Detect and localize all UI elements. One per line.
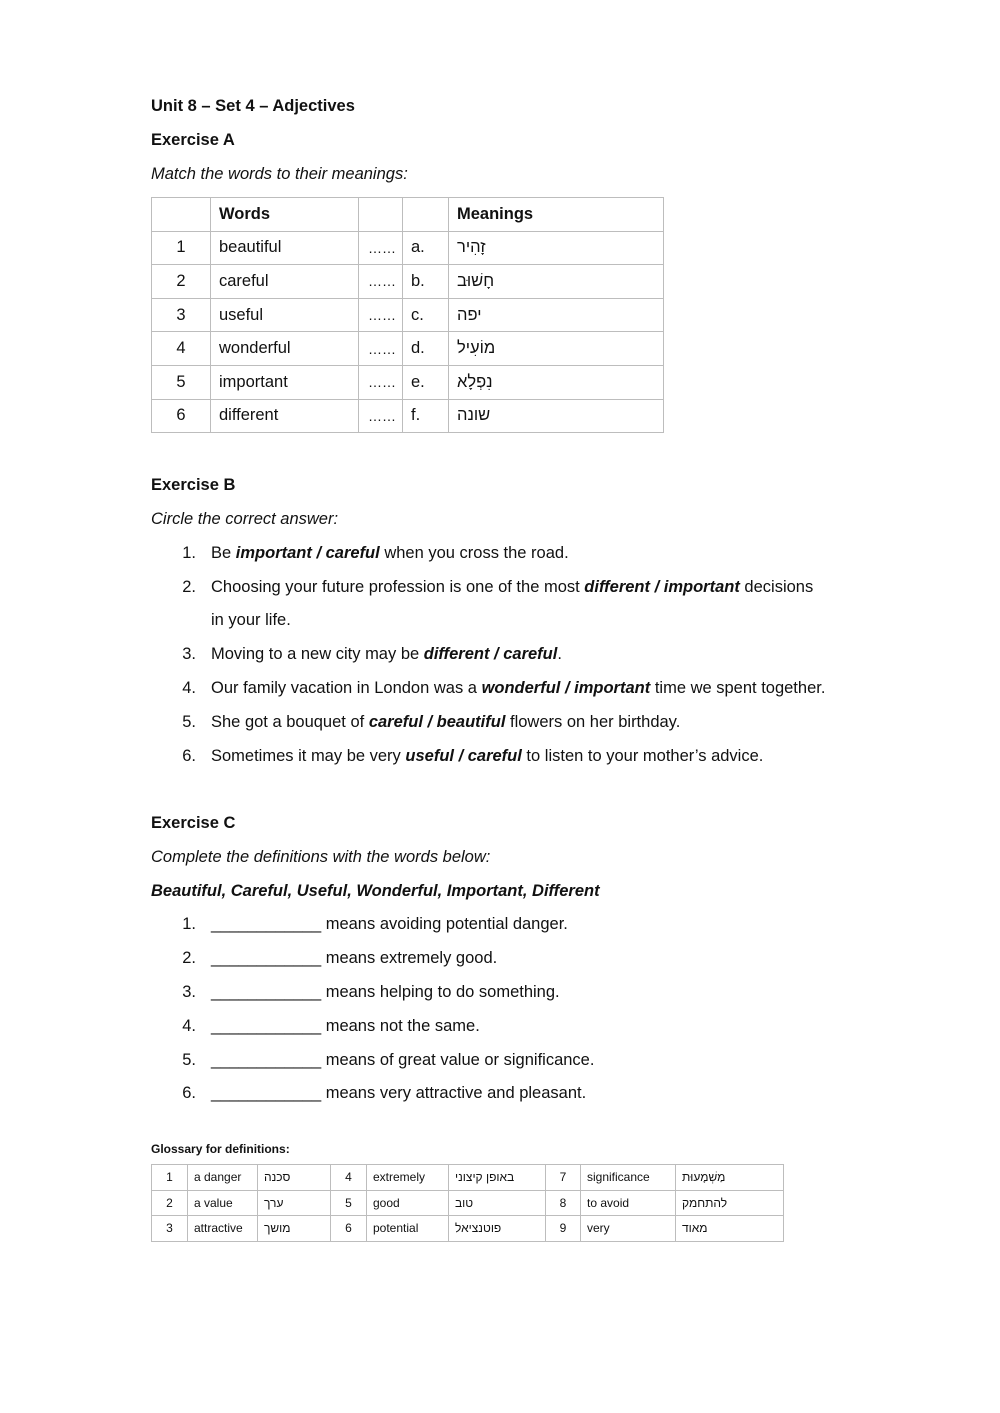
row-word: wonderful xyxy=(211,332,359,366)
header-num-cell xyxy=(152,198,211,232)
glossary-english: attractive xyxy=(188,1216,258,1242)
fill-in-blank[interactable]: ____________ xyxy=(211,983,322,1001)
header-dots-cell xyxy=(359,198,403,232)
exercise-c-instruction: Complete the definitions with the words below: xyxy=(151,848,491,866)
glossary-number: 2 xyxy=(152,1190,188,1216)
glossary-hebrew: להתחמק xyxy=(682,1195,728,1210)
table-row xyxy=(152,332,664,366)
answer-blank[interactable]: …… xyxy=(359,332,403,366)
list-item xyxy=(211,747,763,766)
glossary-hebrew-cell xyxy=(449,1190,546,1216)
glossary-hebrew: טוב xyxy=(455,1195,474,1210)
table-row xyxy=(152,1216,784,1242)
table-header-row xyxy=(152,198,664,232)
answer-choice[interactable]: careful / beautiful xyxy=(368,713,506,731)
item-text: . xyxy=(557,645,562,663)
item-number: 3. xyxy=(182,645,196,663)
answer-blank[interactable]: …… xyxy=(359,231,403,265)
definition-text: means helping to do something. xyxy=(321,983,560,1001)
row-word: beautiful xyxy=(211,231,359,265)
fill-in-blank[interactable]: ____________ xyxy=(211,1084,322,1102)
glossary-number: 1 xyxy=(152,1165,188,1191)
glossary-hebrew-cell xyxy=(449,1216,546,1242)
glossary-english: a danger xyxy=(188,1165,258,1191)
list-item xyxy=(211,1084,586,1103)
item-text: time we spent together. xyxy=(650,679,826,697)
glossary-number: 6 xyxy=(331,1216,367,1242)
item-number: 4. xyxy=(182,1017,196,1035)
row-number: 4 xyxy=(152,332,211,366)
table-row xyxy=(152,1190,784,1216)
list-item xyxy=(211,983,560,1002)
answer-blank[interactable]: …… xyxy=(359,298,403,332)
item-number: 2. xyxy=(182,578,196,596)
row-word: careful xyxy=(211,265,359,299)
item-number: 3. xyxy=(182,983,196,1001)
glossary-hebrew: מַשְׁמָעוּת xyxy=(682,1170,726,1185)
row-number: 5 xyxy=(152,365,211,399)
row-number: 3 xyxy=(152,298,211,332)
definition-text: means very attractive and pleasant. xyxy=(321,1084,587,1102)
exercise-a-heading: Exercise A xyxy=(151,131,235,149)
item-text: She got a bouquet of xyxy=(211,713,369,731)
definition-text: means of great value or significance. xyxy=(321,1051,595,1069)
glossary-hebrew-cell xyxy=(449,1165,546,1191)
glossary-hebrew-cell xyxy=(258,1190,331,1216)
glossary-hebrew: מאוד xyxy=(682,1221,708,1236)
list-item xyxy=(211,578,813,597)
answer-blank[interactable]: …… xyxy=(359,399,403,433)
glossary-table xyxy=(151,1164,784,1242)
glossary-hebrew-cell xyxy=(676,1190,784,1216)
meaning-hebrew: נִפְלָא xyxy=(457,372,493,391)
glossary-english: a value xyxy=(188,1190,258,1216)
list-item-continuation: in your life. xyxy=(211,611,291,629)
answer-blank[interactable]: …… xyxy=(359,265,403,299)
glossary-english: very xyxy=(581,1216,676,1242)
exercise-b-instruction: Circle the correct answer: xyxy=(151,510,339,528)
list-item xyxy=(211,713,680,732)
table-row xyxy=(152,298,664,332)
item-number: 6. xyxy=(182,1084,196,1102)
meaning-hebrew: זָהִיר xyxy=(457,238,486,257)
row-letter: e. xyxy=(403,365,449,399)
meaning-hebrew: שונה xyxy=(457,406,491,425)
item-text: to listen to your mother’s advice. xyxy=(521,747,764,765)
exercise-b-heading: Exercise B xyxy=(151,476,236,494)
definition-text: means not the same. xyxy=(321,1017,480,1035)
fill-in-blank[interactable]: ____________ xyxy=(211,915,322,933)
table-row xyxy=(152,365,664,399)
row-meaning xyxy=(449,365,664,399)
header-meanings: Meanings xyxy=(449,198,664,232)
list-item xyxy=(211,544,569,563)
row-meaning xyxy=(449,298,664,332)
item-text: Moving to a new city may be xyxy=(211,645,424,663)
glossary-english: good xyxy=(367,1190,449,1216)
exercise-c-heading: Exercise C xyxy=(151,814,236,832)
fill-in-blank[interactable]: ____________ xyxy=(211,1017,322,1035)
glossary-english: significance xyxy=(581,1165,676,1191)
exercise-a-instruction: Match the words to their meanings: xyxy=(151,165,408,183)
glossary-english: potential xyxy=(367,1216,449,1242)
header-words: Words xyxy=(211,198,359,232)
table-row xyxy=(152,231,664,265)
row-word: different xyxy=(211,399,359,433)
answer-choice[interactable]: important / careful xyxy=(235,544,380,562)
glossary-hebrew: באופן קיצוני xyxy=(455,1170,515,1185)
item-number: 5. xyxy=(182,1051,196,1069)
glossary-number: 4 xyxy=(331,1165,367,1191)
item-number: 6. xyxy=(182,747,196,765)
row-letter: f. xyxy=(403,399,449,433)
list-item xyxy=(211,949,497,968)
meaning-hebrew: חָשׁוּב xyxy=(457,271,495,290)
glossary-heading: Glossary for definitions: xyxy=(151,1142,290,1156)
meaning-hebrew: יפה xyxy=(457,305,482,324)
row-number: 6 xyxy=(152,399,211,433)
list-item xyxy=(211,1017,480,1036)
item-text: flowers on her birthday. xyxy=(505,713,681,731)
matching-table xyxy=(151,197,664,433)
item-text: Be xyxy=(211,544,236,562)
row-meaning xyxy=(449,265,664,299)
table-row xyxy=(152,399,664,433)
answer-blank[interactable]: …… xyxy=(359,365,403,399)
glossary-hebrew-cell xyxy=(258,1165,331,1191)
glossary-hebrew: ערך xyxy=(264,1195,284,1210)
answer-choice[interactable]: different / important xyxy=(584,578,740,596)
glossary-hebrew-cell xyxy=(676,1165,784,1191)
page-title: Unit 8 – Set 4 – Adjectives xyxy=(151,97,355,115)
table-row xyxy=(152,1165,784,1191)
glossary-hebrew: סכנה xyxy=(264,1170,291,1185)
item-number: 1. xyxy=(182,544,196,562)
row-letter: c. xyxy=(403,298,449,332)
list-item xyxy=(211,679,825,698)
list-item xyxy=(211,1051,594,1070)
item-text: decisions xyxy=(739,578,814,596)
row-number: 1 xyxy=(152,231,211,265)
glossary-hebrew-cell xyxy=(676,1216,784,1242)
word-bank: Beautiful, Careful, Useful, Wonderful, Important, Different xyxy=(151,882,600,900)
glossary-english: to avoid xyxy=(581,1190,676,1216)
definition-text: means extremely good. xyxy=(321,949,498,967)
item-number: 4. xyxy=(182,679,196,697)
row-word: useful xyxy=(211,298,359,332)
item-text: when you cross the road. xyxy=(379,544,569,562)
glossary-number: 8 xyxy=(546,1190,581,1216)
glossary-number: 3 xyxy=(152,1216,188,1242)
item-number: 1. xyxy=(182,915,196,933)
glossary-number: 5 xyxy=(331,1190,367,1216)
row-number: 2 xyxy=(152,265,211,299)
answer-choice[interactable]: wonderful / important xyxy=(481,679,651,697)
row-meaning xyxy=(449,399,664,433)
glossary-number: 7 xyxy=(546,1165,581,1191)
definition-text: means avoiding potential danger. xyxy=(321,915,568,933)
fill-in-blank[interactable]: ____________ xyxy=(211,949,322,967)
glossary-number: 9 xyxy=(546,1216,581,1242)
item-text: Our family vacation in London was a xyxy=(211,679,482,697)
item-text: Choosing your future profession is one of the most xyxy=(211,578,585,596)
glossary-english: extremely xyxy=(367,1165,449,1191)
item-number: 2. xyxy=(182,949,196,967)
row-meaning xyxy=(449,231,664,265)
row-word: important xyxy=(211,365,359,399)
row-letter: d. xyxy=(403,332,449,366)
row-letter: a. xyxy=(403,231,449,265)
item-number: 5. xyxy=(182,713,196,731)
fill-in-blank[interactable]: ____________ xyxy=(211,1051,322,1069)
answer-choice[interactable]: useful / careful xyxy=(405,747,522,765)
row-meaning xyxy=(449,332,664,366)
answer-choice[interactable]: different / careful xyxy=(423,645,558,663)
table-row xyxy=(152,265,664,299)
list-item xyxy=(211,645,562,664)
list-item xyxy=(211,915,568,934)
glossary-hebrew-cell xyxy=(258,1216,331,1242)
glossary-hebrew: פוטנציאל xyxy=(455,1221,502,1236)
item-text: Sometimes it may be very xyxy=(211,747,406,765)
meaning-hebrew: מוֹעִיל xyxy=(457,339,496,358)
glossary-hebrew: מושך xyxy=(264,1221,291,1236)
row-letter: b. xyxy=(403,265,449,299)
header-letter-cell xyxy=(403,198,449,232)
